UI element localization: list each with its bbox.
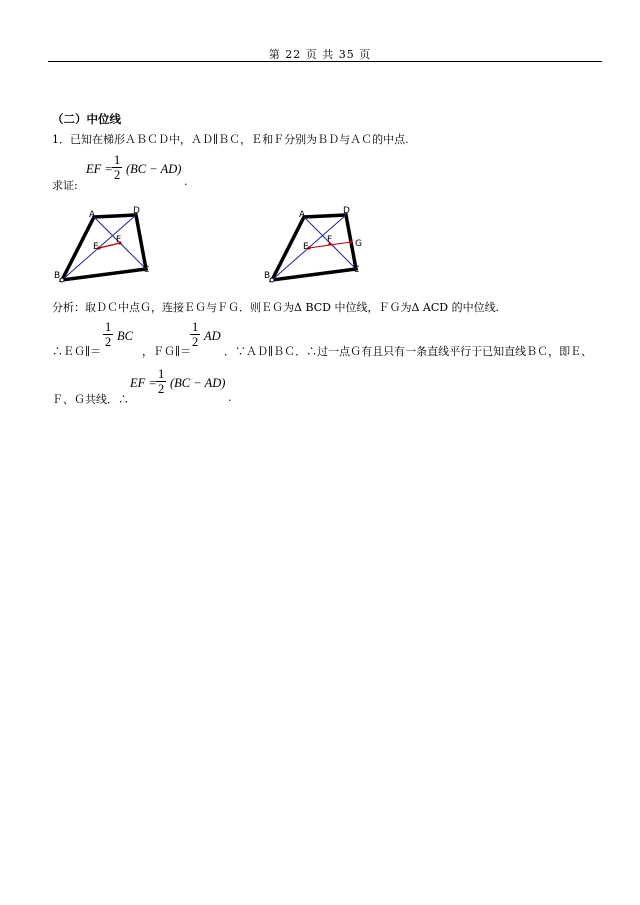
- label-a: A: [89, 210, 96, 220]
- analysis-line-2-rest: ．∵ＡＤ∥ＢＣ．∴过一点Ｇ有且只有一条直线平行于已知直线ＢＣ，即Ｅ、: [224, 345, 593, 358]
- point-b: [60, 278, 64, 282]
- label-c: C: [353, 265, 360, 275]
- conclusion-lhs: EF =: [130, 376, 157, 390]
- label-c: C: [143, 265, 150, 275]
- fg-fraction-tail: AD: [204, 329, 221, 343]
- fraction-denominator: 2: [114, 168, 121, 182]
- point-b: [270, 278, 274, 282]
- eg-fraction-tail: BC: [117, 329, 133, 343]
- label-b: B: [264, 271, 271, 281]
- conclusion-fraction: [156, 367, 166, 396]
- fraction-numerator: 1: [114, 153, 121, 167]
- analysis-fg-label: ，ＦＧ∥＝: [142, 345, 192, 358]
- formula-period: .: [184, 175, 188, 188]
- problem-statement: 1．已知在梯形ＡＢＣＤ中，ＡＤ∥ＢＣ，Ｅ和Ｆ分别为ＢＤ与ＡＣ的中点.: [52, 133, 409, 146]
- label-b: B: [54, 271, 61, 281]
- conclusion-period: .: [228, 391, 232, 404]
- analysis-line-3: Ｆ、Ｇ共线．∴: [52, 393, 129, 406]
- label-e: E: [93, 242, 99, 252]
- prove-label: 求证:: [52, 179, 78, 192]
- conclusion-rhs: (BC − AD): [170, 376, 226, 390]
- label-e: E: [303, 242, 309, 252]
- label-g: G: [355, 239, 362, 249]
- fraction-numerator: 1: [192, 320, 199, 334]
- formula-rhs: (BC − AD): [126, 162, 182, 176]
- header-divider: [48, 61, 602, 62]
- trapezoid-outline: [62, 215, 146, 280]
- analysis-line-1: 分析：取ＤＣ中点Ｇ，连接ＥＧ与ＦＧ．则ＥＧ为Δ BCD 中位线，ＦＧ为Δ ACD 的中位线.: [52, 301, 500, 314]
- label-f: F: [327, 235, 333, 245]
- label-d: D: [343, 206, 350, 216]
- section-title: （二）中位线: [52, 112, 121, 126]
- label-f: F: [116, 235, 122, 245]
- fraction-denominator: 2: [192, 335, 199, 349]
- formula-lhs: EF =: [86, 162, 113, 176]
- page-header: 第 22 页 共 35 页: [268, 48, 372, 61]
- fraction-numerator: 1: [158, 367, 165, 381]
- trapezoid-figure-2: [258, 204, 378, 286]
- fraction-denominator: 2: [105, 335, 112, 349]
- label-d: D: [133, 206, 140, 216]
- fg-fraction: [190, 320, 200, 349]
- fraction-numerator: 1: [105, 320, 112, 334]
- trapezoid-figure-1: [48, 204, 168, 286]
- formula-fraction: [112, 153, 122, 182]
- point-g: [349, 240, 352, 243]
- eg-fraction: [103, 320, 113, 349]
- label-a: A: [299, 210, 306, 220]
- analysis-eg-label: ∴ＥＧ∥＝: [52, 345, 102, 358]
- fraction-denominator: 2: [158, 382, 165, 396]
